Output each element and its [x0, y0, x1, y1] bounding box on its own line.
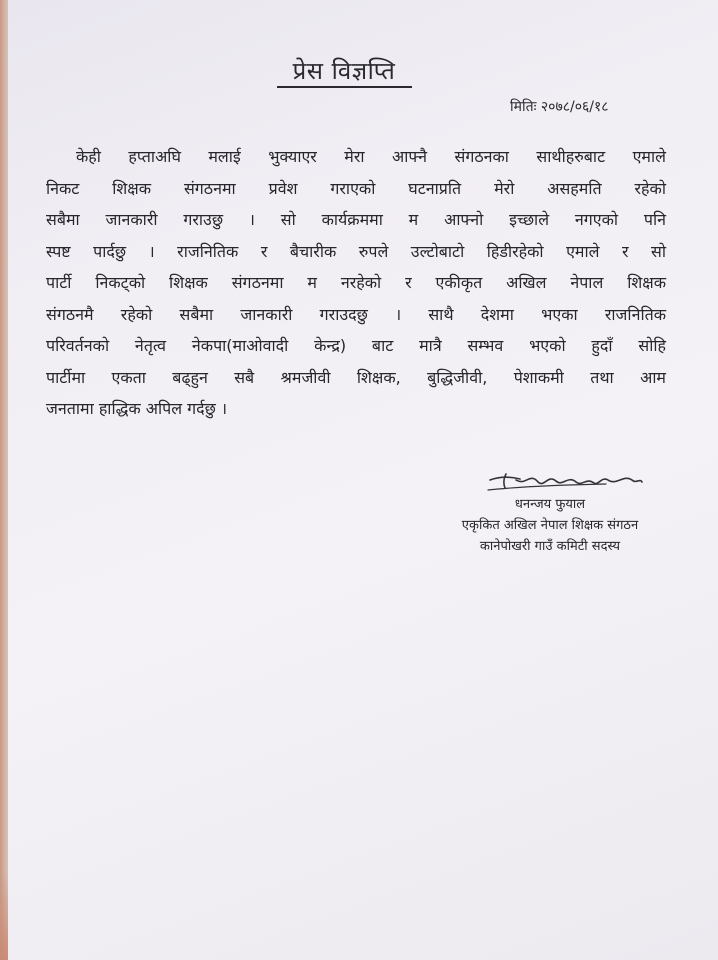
body-line: पार्टी निकट्को शिक्षक संगठनमा म नरहेको र एकीकृत अखिल नेपाल शिक्षक: [46, 273, 666, 292]
press-release-body: [46, 141, 666, 425]
document-date: मितिः २०७८/०६/१८: [510, 99, 609, 115]
signatory-organization: एकृकित अखिल नेपाल शिक्षक संगठन: [461, 518, 639, 533]
document-title: प्रेस विज्ञप्ति: [292, 57, 396, 85]
signatory-block: [440, 494, 660, 557]
handwritten-signature: [486, 468, 646, 494]
body-line: सबैमा जानकारी गराउछु । सो कार्यक्रममा म आफ्नो इच्छाले नगएको पनि: [46, 210, 666, 229]
body-line: परिवर्तनको नेतृत्व नेकपा(माओवादी केन्द्र) बाट मात्रै सम्भव भएको हुदाँ सोहि: [46, 336, 666, 355]
title-underline: [277, 86, 412, 88]
body-line: केही हप्ताअघि मलाई भुक्याएर मेरा आफ्नै संगठनका साथीहरुबाट एमाले: [76, 147, 666, 166]
body-line: स्पष्ट पार्दछु । राजनितिक र बैचारीक रुपले उल्टोबाटो हिडीरहेको एमाले र सो: [46, 241, 666, 261]
signatory-name: धनन्जय फुयाल: [514, 497, 586, 512]
body-line: जनतामा हाद्धिक अपिल गर्दछु ।: [46, 399, 228, 418]
signatory-position: कानेपोखरी गाउँ कमिटी सदस्य: [479, 539, 621, 554]
body-line: पार्टीमा एकता बढ्हुन सबै श्रमजीवी शिक्षक, बुद्धिजीवी, पेशाकमी तथा आम: [46, 367, 666, 387]
body-line: संगठनमै रहेको सबैमा जानकारी गराउदछु । साथै देशमा भएका राजनितिक: [46, 304, 666, 324]
body-line: निकट शिक्षक संगठनमा प्रवेश गराएको घटनाप्रति मेरो असहमति रहेको: [46, 178, 666, 198]
